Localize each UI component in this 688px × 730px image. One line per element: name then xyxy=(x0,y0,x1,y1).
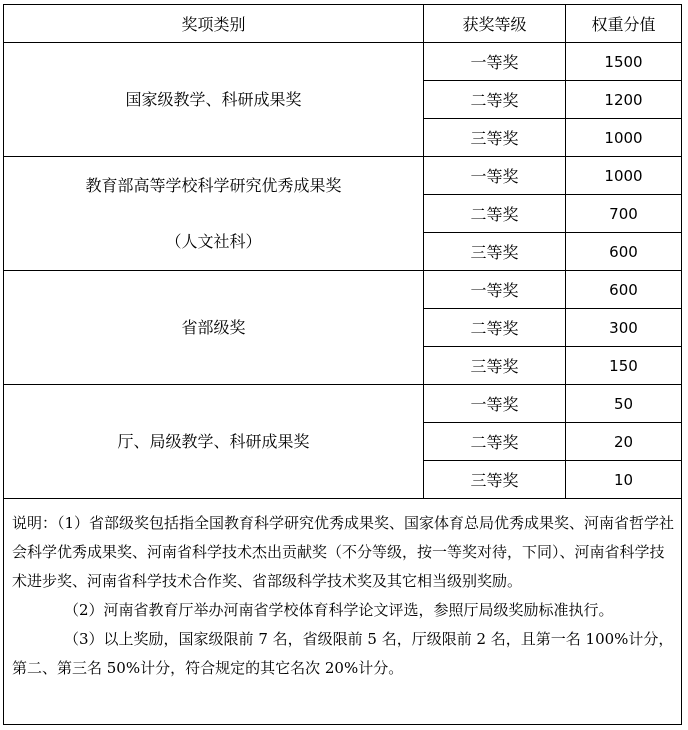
category-label: 教育部高等学校科学研究优秀成果奖 xyxy=(85,175,342,195)
notes-cell xyxy=(4,499,682,725)
level-cell: 一等奖 xyxy=(424,385,566,423)
level-cell: 一等奖 xyxy=(424,157,566,195)
level-cell: 一等奖 xyxy=(424,43,566,81)
header-level: 获奖等级 xyxy=(424,5,566,43)
level-cell: 二等奖 xyxy=(424,423,566,461)
header-score: 权重分值 xyxy=(566,5,682,43)
score-cell: 600 xyxy=(566,233,682,271)
score-cell: 20 xyxy=(566,423,682,461)
score-cell: 1000 xyxy=(566,157,682,195)
category-label: 厅、局级教学、科研成果奖 xyxy=(117,431,310,451)
note-2: （2）河南省教育厅举办河南省学校体育科学论文评选，参照厅局级奖励标准执行。 xyxy=(64,601,614,619)
score-cell: 150 xyxy=(566,347,682,385)
level-cell: 二等奖 xyxy=(424,81,566,119)
award-table-document xyxy=(3,4,681,727)
note-3-line-2: 第二、第三名 50%计分，符合规定的其它名次 20%计分。 xyxy=(12,659,404,677)
level-cell: 三等奖 xyxy=(424,233,566,271)
award-weight-table xyxy=(3,4,682,725)
note-3-line-1: （3）以上奖励，国家级限前 7 名，省级限前 5 名，厅级限前 2 名，且第一名 100%计分， xyxy=(64,630,674,648)
notes-row xyxy=(4,499,682,725)
level-cell: 一等奖 xyxy=(424,271,566,309)
score-cell: 700 xyxy=(566,195,682,233)
score-cell: 10 xyxy=(566,461,682,499)
category-sublabel: （人文社科） xyxy=(165,231,262,251)
category-cell-national xyxy=(4,43,424,157)
category-cell-bureau xyxy=(4,385,424,499)
score-cell: 1000 xyxy=(566,119,682,157)
table-row xyxy=(4,43,682,81)
level-cell: 三等奖 xyxy=(424,119,566,157)
note-1: 说明：（1）省部级奖包括指全国教育科学研究优秀成果奖、国家体育总局优秀成果奖、河南省哲学社会科学优秀成果奖、河南省科学技术杰出贡献奖（不分等级，按一等奖对待，下同）、河南省科学技术进步奖、河南省科学技术合作奖、省部级科学技术奖及其它相当级别奖励。 xyxy=(12,514,675,590)
table-row xyxy=(4,385,682,423)
category-label: 省部级奖 xyxy=(181,317,246,337)
score-cell: 600 xyxy=(566,271,682,309)
table-row xyxy=(4,157,682,195)
score-cell: 50 xyxy=(566,385,682,423)
category-cell-ministry xyxy=(4,157,424,271)
category-label: 国家级教学、科研成果奖 xyxy=(125,89,302,109)
score-cell: 1200 xyxy=(566,81,682,119)
score-cell: 300 xyxy=(566,309,682,347)
level-cell: 二等奖 xyxy=(424,309,566,347)
level-cell: 三等奖 xyxy=(424,347,566,385)
table-header-row xyxy=(4,5,682,43)
category-cell-provincial xyxy=(4,271,424,385)
table-row xyxy=(4,271,682,309)
header-category: 奖项类别 xyxy=(4,5,424,43)
level-cell: 三等奖 xyxy=(424,461,566,499)
level-cell: 二等奖 xyxy=(424,195,566,233)
score-cell: 1500 xyxy=(566,43,682,81)
